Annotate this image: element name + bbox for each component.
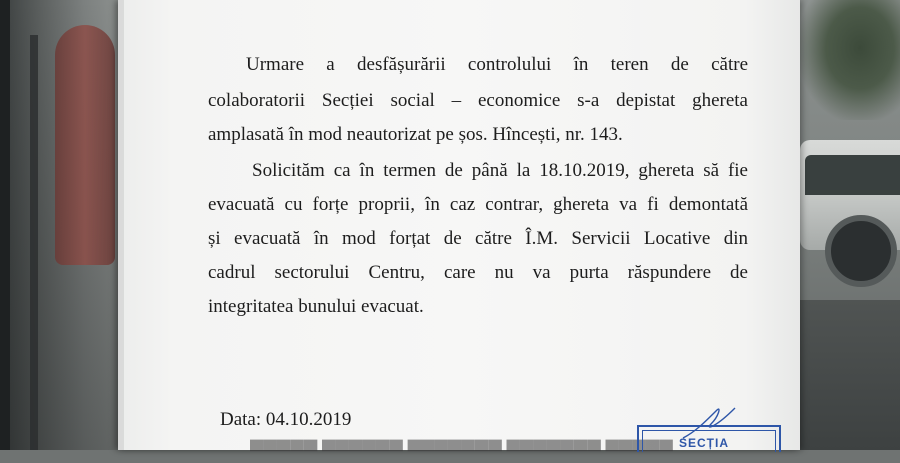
paragraph-2-line-2 bbox=[208, 189, 748, 221]
text-line: integritatea bunului evacuat. bbox=[208, 296, 424, 317]
text-line: evacuată cu forțe proprii, în caz contrar, ghereta va fi demontată bbox=[208, 194, 748, 215]
background-car-wheel bbox=[825, 215, 897, 287]
date-line bbox=[220, 404, 420, 436]
paragraph-1-line-1 bbox=[246, 49, 748, 81]
paragraph-1-line-2 bbox=[208, 85, 748, 117]
background-car-window bbox=[805, 155, 900, 195]
paragraph-2-line-3 bbox=[208, 223, 748, 255]
text-line: colaboratorii Secției social – economice s-a depistat ghereta bbox=[208, 90, 748, 111]
text-line: Urmare a desfășurării controlului în teren de către bbox=[246, 54, 748, 75]
paragraph-2-line-1 bbox=[252, 155, 748, 187]
text-line: Solicităm ca în termen de până la 18.10.2019, ghereta să fie bbox=[252, 160, 748, 181]
background-umbrella bbox=[55, 25, 115, 265]
background-tree bbox=[800, 0, 900, 120]
paper-edge bbox=[118, 0, 124, 450]
paragraph-2-line-4 bbox=[208, 257, 748, 289]
signature-icon bbox=[675, 402, 745, 442]
stamp-text: SECȚIA bbox=[679, 436, 730, 450]
window-frame-left bbox=[0, 0, 10, 450]
text-line: și evacuată în mod forțat de către Î.M. Servicii Locative din bbox=[208, 228, 748, 249]
text-line: cadrul sectorului Centru, care nu va purta răspundere de bbox=[208, 262, 748, 283]
cut-off-line: ▀▀▀▀▀ ▀▀▀▀▀▀ ▀▀▀▀▀▀▀ ▀▀▀▀▀▀▀ ▀▀▀▀▀ bbox=[250, 441, 673, 462]
background-ground bbox=[798, 300, 900, 450]
text-line: amplasată în mod neautorizat pe șos. Hîncești, nr. 143. bbox=[208, 124, 623, 145]
paragraph-1-line-3 bbox=[208, 119, 648, 151]
paragraph-2-line-5 bbox=[208, 291, 508, 323]
background-pole bbox=[30, 35, 38, 450]
date-text: Data: 04.10.2019 bbox=[220, 409, 352, 430]
